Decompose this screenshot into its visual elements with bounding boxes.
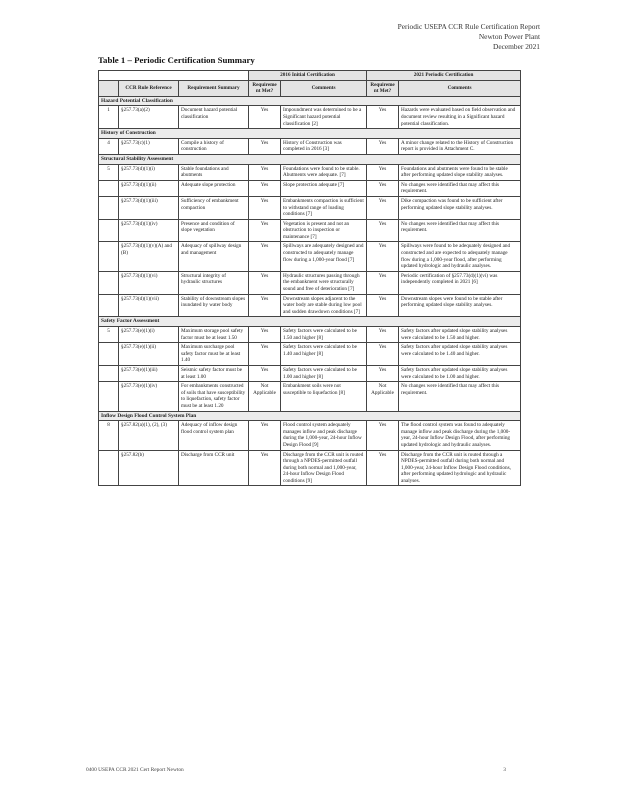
requirement-summary: Seismic safety factor must be at least 1.00	[179, 365, 249, 381]
periodic-req-met: Yes	[367, 294, 399, 317]
requirement-summary: Stable foundations and abutments	[179, 164, 249, 180]
requirement-summary: Presence and condition of slope vegetation	[179, 219, 249, 242]
periodic-req-met: Yes	[367, 164, 399, 180]
initial-req-met: Yes	[249, 219, 281, 242]
initial-comments: Spillways are adequately designed and constructed to adequately manage flow during a 1,000-year flood [7]	[281, 242, 367, 271]
periodic-req-met: Yes	[367, 343, 399, 366]
initial-req-met: Yes	[249, 365, 281, 381]
periodic-comments: Discharge from the CCR unit is routed through a NPDES-permitted outfall during both normal and 1,000-year, 24-hour Inflow Design Flood conditions, after performing updated hydrologic and hydraulic analyses.	[399, 450, 521, 486]
table-row	[99, 450, 521, 486]
requirement-summary: For embankments constructed of soils that have susceptibility to liquefaction, safety factor must be at least 1.20	[179, 382, 249, 411]
periodic-comments: Hazards were evaluated based on field observation and document review resulting in a Significant hazard potential classification.	[399, 106, 521, 129]
initial-comments: Safety factors were calculated to be 1.00 and higher [8]	[281, 365, 367, 381]
periodic-comments: No changes were identified that may affect this requirement.	[399, 180, 521, 196]
initial-comments: Embankments compaction is sufficient to withstand range of loading conditions [7]	[281, 196, 367, 219]
table-row	[99, 219, 521, 242]
initial-req-met: Not Applicable	[249, 382, 281, 411]
ccr-rule-ref: §257.73(d)(1)(vi)	[119, 271, 179, 294]
periodic-comments: No changes were identified that may affect this requirement.	[399, 219, 521, 242]
table-row	[99, 164, 521, 180]
row-number	[99, 450, 119, 486]
ccr-rule-ref: §257.73(d)(1)(iv)	[119, 219, 179, 242]
ccr-rule-ref: §257.73(a)(2)	[119, 106, 179, 129]
periodic-req-met: Yes	[367, 242, 399, 271]
req-met-header: Requirement Met?	[249, 80, 281, 96]
certification-summary-table	[98, 70, 521, 486]
initial-req-met: Yes	[249, 164, 281, 180]
periodic-comments: Spillways were found to be adequately designed and constructed and are expected to adequately manage flow during a 1,000-year flood, after performing updated hydrologic and hydraulic analyses.	[399, 242, 521, 271]
ccr-rule-header: CCR Rule Reference	[119, 80, 179, 96]
initial-req-met: Yes	[249, 138, 281, 154]
section-title: Hazard Potential Classification	[99, 96, 521, 106]
initial-comments: History of Construction was completed in 2016 [3]	[281, 138, 367, 154]
table-row	[99, 106, 521, 129]
initial-comments: Embankment soils were not susceptible to liquefaction [8]	[281, 382, 367, 411]
row-number	[99, 343, 119, 366]
periodic-comments: Downstream slopes were found to be stable after performing updated slope stability analyses.	[399, 294, 521, 317]
footer-doc-id: 0400 USEPA CCR 2021 Cert Report Newton	[86, 767, 184, 773]
table-row	[99, 196, 521, 219]
section-row	[99, 96, 521, 106]
table-row	[99, 294, 521, 317]
periodic-comments: The flood control system was found to adequately manage inflow and peak discharge during the 1,000-year, 24-hour Inflow Design Flood, after performing updated hydrologic and hydraulic analyses.	[399, 421, 521, 450]
ccr-rule-ref: §257.73(d)(1)(ii)	[119, 180, 179, 196]
initial-req-met: Yes	[249, 294, 281, 317]
row-number: 1	[99, 106, 119, 129]
periodic-comments: Periodic certification of §257.73(d)(1)(vi) was independently completed in 2021 [6]	[399, 271, 521, 294]
section-row	[99, 129, 521, 139]
periodic-req-met: Yes	[367, 271, 399, 294]
table-row	[99, 138, 521, 154]
periodic-cert-header: 2021 Periodic Certification	[367, 71, 521, 81]
row-number: 4	[99, 138, 119, 154]
section-row	[99, 317, 521, 327]
row-number: 5	[99, 164, 119, 180]
row-number	[99, 365, 119, 381]
section-title: Safety Factor Assessment	[99, 317, 521, 327]
comments-header: Comments	[281, 80, 367, 96]
ccr-rule-ref: §257.73(d)(1)(vii)	[119, 294, 179, 317]
section-title: Inflow Design Flood Control System Plan	[99, 411, 521, 421]
report-date: December 2021	[493, 42, 540, 51]
table-row	[99, 421, 521, 450]
table-caption: Table 1 – Periodic Certification Summary	[98, 55, 255, 65]
row-number	[99, 219, 119, 242]
ccr-rule-ref: §257.73(d)(1)(iii)	[119, 196, 179, 219]
initial-req-met: Yes	[249, 327, 281, 343]
periodic-req-met: Yes	[367, 327, 399, 343]
page-number: 3	[503, 767, 506, 773]
table-row	[99, 242, 521, 271]
report-title: Periodic USEPA CCR Rule Certification Report	[397, 22, 540, 31]
requirement-summary: Document hazard potential classification	[179, 106, 249, 129]
row-number	[99, 242, 119, 271]
ccr-rule-ref: §257.73(d)(1)(v)(A) and (B)	[119, 242, 179, 271]
table-body	[99, 96, 521, 486]
plant-name: Newton Power Plant	[478, 32, 540, 41]
row-number: 5	[99, 327, 119, 343]
section-title: Structural Stability Assessment	[99, 154, 521, 164]
initial-req-met: Yes	[249, 242, 281, 271]
initial-req-met: Yes	[249, 343, 281, 366]
req-met-header: Requirement Met?	[367, 80, 399, 96]
req-summary-header: Requirement Summary	[179, 80, 249, 96]
periodic-comments: Safety factors after updated slope stability analyses were calculated to be 1.00 and higher.	[399, 365, 521, 381]
row-number	[99, 196, 119, 219]
periodic-req-met: Yes	[367, 450, 399, 486]
initial-comments: Hydraulic structures passing through the embankment were structurally sound and free of deterioration [7]	[281, 271, 367, 294]
requirement-summary: Maximum storage pool safety factor must be at least 1.50	[179, 327, 249, 343]
initial-comments: Downstream slopes adjacent to the water body are stable during low pool and sudden drawdown conditions [7]	[281, 294, 367, 317]
table-row	[99, 382, 521, 411]
row-number	[99, 294, 119, 317]
periodic-req-met: Yes	[367, 196, 399, 219]
periodic-comments: Dike compaction was found to be sufficient after performing updated slope stability analyses.	[399, 196, 521, 219]
periodic-req-met: Yes	[367, 219, 399, 242]
requirement-summary: Sufficiency of embankment compaction	[179, 196, 249, 219]
header-blank	[99, 71, 249, 81]
row-number	[99, 382, 119, 411]
initial-req-met: Yes	[249, 271, 281, 294]
periodic-req-met: Yes	[367, 180, 399, 196]
section-row	[99, 154, 521, 164]
comments-header: Comments	[399, 80, 521, 96]
table-row	[99, 327, 521, 343]
ccr-rule-ref: §257.73(e)(1)(iii)	[119, 365, 179, 381]
page-footer	[86, 767, 506, 773]
initial-comments: Vegetation is present and not an obstruction to inspection or maintenance [7]	[281, 219, 367, 242]
table-row	[99, 365, 521, 381]
periodic-comments: Safety factors after updated slope stability analyses were calculated to be 1.50 and higher.	[399, 327, 521, 343]
initial-comments: Impoundment was determined to be a Significant hazard potential classification [2]	[281, 106, 367, 129]
num-header	[99, 80, 119, 96]
ccr-rule-ref: §257.73(e)(1)(i)	[119, 327, 179, 343]
row-number: 8	[99, 421, 119, 450]
periodic-comments: Safety factors after updated slope stability analyses were calculated to be 1.40 and higher.	[399, 343, 521, 366]
requirement-summary: Structural integrity of hydraulic structures	[179, 271, 249, 294]
periodic-req-met: Yes	[367, 138, 399, 154]
initial-comments: Safety factors were calculated to be 1.40 and higher [8]	[281, 343, 367, 366]
row-number	[99, 180, 119, 196]
initial-comments: Discharge from the CCR unit is routed through a NPDES-permitted outfall during both normal and 1,000-year, 24-hour Inflow Design Flood conditions [9]	[281, 450, 367, 486]
ccr-rule-ref: §257.82(a)(1), (2), (3)	[119, 421, 179, 450]
requirement-summary: Compile a history of construction	[179, 138, 249, 154]
page-header	[280, 22, 540, 52]
row-number	[99, 271, 119, 294]
initial-comments: Flood control system adequately manages inflow and peak discharge during the 1,000-year, 24-hour Inflow Design Flood [9]	[281, 421, 367, 450]
requirement-summary: Discharge from CCR unit	[179, 450, 249, 486]
ccr-rule-ref: §257.73(d)(1)(i)	[119, 164, 179, 180]
ccr-rule-ref: §257.73(e)(1)(ii)	[119, 343, 179, 366]
initial-comments: Safety factors were calculated to be 1.50 and higher [8]	[281, 327, 367, 343]
ccr-rule-ref: §257.73(c)(1)	[119, 138, 179, 154]
requirement-summary: Adequacy of inflow design flood control system plan	[179, 421, 249, 450]
table-row	[99, 271, 521, 294]
section-title: History of Construction	[99, 129, 521, 139]
initial-req-met: Yes	[249, 196, 281, 219]
periodic-req-met: Yes	[367, 365, 399, 381]
requirement-summary: Adequate slope protection	[179, 180, 249, 196]
periodic-comments: A minor change related to the History of Construction report is provided in Attachment C.	[399, 138, 521, 154]
initial-req-met: Yes	[249, 450, 281, 486]
periodic-req-met: Yes	[367, 421, 399, 450]
initial-req-met: Yes	[249, 106, 281, 129]
periodic-comments: No changes were identified that may affect this requirement.	[399, 382, 521, 411]
periodic-req-met: Yes	[367, 106, 399, 129]
requirement-summary: Adequacy of spillway design and management	[179, 242, 249, 271]
ccr-rule-ref: §257.82(b)	[119, 450, 179, 486]
initial-cert-header: 2016 Initial Certification	[249, 71, 367, 81]
requirement-summary: Maximum surcharge pool safety factor must be at least 1.40	[179, 343, 249, 366]
table-row	[99, 343, 521, 366]
table-row	[99, 180, 521, 196]
section-row	[99, 411, 521, 421]
initial-req-met: Yes	[249, 421, 281, 450]
initial-comments: Foundations were found to be stable. Abutments were adequate. [7]	[281, 164, 367, 180]
requirement-summary: Stability of downstream slopes inundated by water body	[179, 294, 249, 317]
periodic-comments: Foundations and abutments were found to be stable after performing updated slope stability analyses.	[399, 164, 521, 180]
periodic-req-met: Not Applicable	[367, 382, 399, 411]
ccr-rule-ref: §257.73(e)(1)(iv)	[119, 382, 179, 411]
initial-comments: Slope protection adequate [7]	[281, 180, 367, 196]
initial-req-met: Yes	[249, 180, 281, 196]
